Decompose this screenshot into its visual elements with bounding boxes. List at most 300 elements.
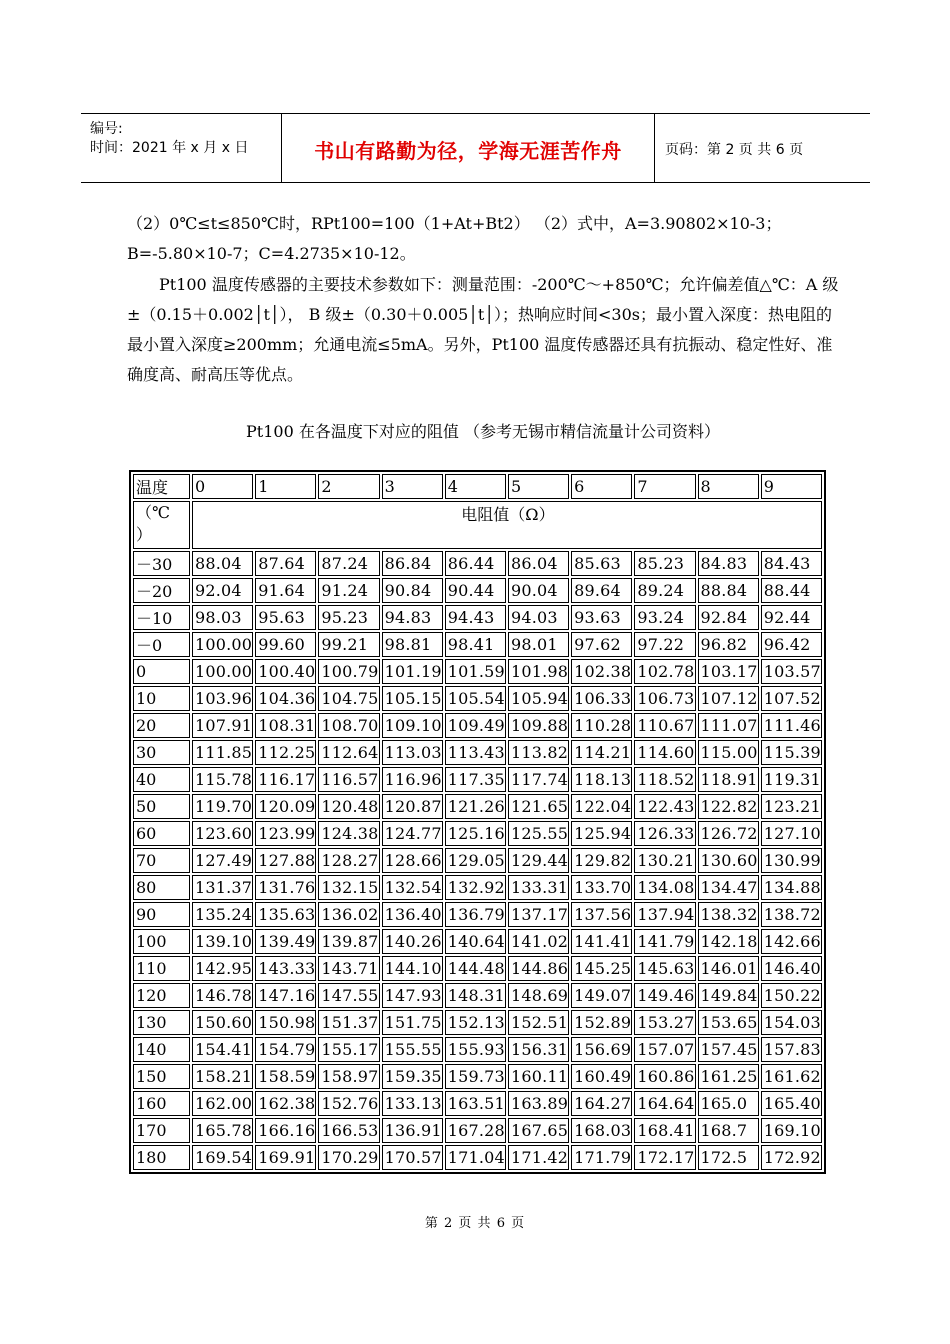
resistance-cell: 165.40 (761, 1091, 822, 1116)
resistance-cell: 97.62 (571, 632, 632, 657)
table-row (133, 1118, 822, 1143)
resistance-cell: 132.54 (382, 875, 443, 900)
resistance-cell: 146.01 (698, 956, 759, 981)
resistance-cell: 162.00 (192, 1091, 253, 1116)
resistance-cell: 108.70 (318, 713, 379, 738)
resistance-cell: 164.27 (571, 1091, 632, 1116)
resistance-cell: 137.56 (571, 902, 632, 927)
resistance-cell: 141.79 (634, 929, 695, 954)
temperature-unit (133, 501, 190, 549)
table-row (133, 767, 822, 792)
resistance-cell: 92.04 (192, 578, 253, 603)
table-row (133, 983, 822, 1008)
resistance-cell: 98.01 (508, 632, 569, 657)
resistance-cell: 163.51 (445, 1091, 506, 1116)
resistance-cell: 118.91 (698, 767, 759, 792)
resistance-cell: 109.10 (382, 713, 443, 738)
resistance-cell: 113.82 (508, 740, 569, 765)
resistance-cell: 171.79 (571, 1145, 632, 1170)
resistance-cell: 149.07 (571, 983, 632, 1008)
resistance-cell: 138.72 (761, 902, 822, 927)
temperature-cell: 90 (133, 902, 190, 927)
resistance-cell: 110.67 (634, 713, 695, 738)
column-header: 0 (192, 474, 253, 499)
resistance-cell: 160.11 (508, 1064, 569, 1089)
resistance-cell: 154.03 (761, 1010, 822, 1035)
resistance-cell: 112.64 (318, 740, 379, 765)
resistance-cell: 125.94 (571, 821, 632, 846)
resistance-cell: 118.52 (634, 767, 695, 792)
resistance-cell: 157.45 (698, 1037, 759, 1062)
resistance-cell: 148.69 (508, 983, 569, 1008)
resistance-cell: 111.07 (698, 713, 759, 738)
resistance-cell: 90.84 (382, 578, 443, 603)
resistance-cell: 113.43 (445, 740, 506, 765)
resistance-cell: 168.41 (634, 1118, 695, 1143)
resistance-cell: 146.40 (761, 956, 822, 981)
resistance-cell: 90.44 (445, 578, 506, 603)
resistance-cell: 121.26 (445, 794, 506, 819)
temperature-cell: 180 (133, 1145, 190, 1170)
specs-paragraph: Pt100 温度传感器的主要技术参数如下：测量范围：-200℃～+850℃；允许偏差值△℃：A 级±（0.15＋0.002│t│）， B 级±（0.30＋0.005│t│）；热响应时间<30s；最小置入深度：热电阻的最小置入深度≥200mm；允通电流≤5mA。另外，Pt100 温度传感器还具有抗振动、稳定性好、准确度高、耐高压等优点。 (127, 275, 839, 384)
resistance-cell: 109.88 (508, 713, 569, 738)
resistance-cell: 86.04 (508, 551, 569, 576)
resistance-cell: 172.17 (634, 1145, 695, 1170)
resistance-cell: 92.84 (698, 605, 759, 630)
resistance-cell: 134.47 (698, 875, 759, 900)
table-row (133, 1037, 822, 1062)
resistance-cell: 87.24 (318, 551, 379, 576)
resistance-cell: 100.00 (192, 632, 253, 657)
resistance-cell: 105.94 (508, 686, 569, 711)
column-header: 9 (761, 474, 822, 499)
resistance-cell: 104.75 (318, 686, 379, 711)
resistance-cell: 152.51 (508, 1010, 569, 1035)
resistance-cell: 94.03 (508, 605, 569, 630)
resistance-cell: 168.7 (698, 1118, 759, 1143)
resistance-cell: 156.69 (571, 1037, 632, 1062)
resistance-cell: 87.64 (255, 551, 316, 576)
resistance-cell: 170.57 (382, 1145, 443, 1170)
resistance-cell: 139.87 (318, 929, 379, 954)
table-row (133, 632, 822, 657)
resistance-cell: 139.10 (192, 929, 253, 954)
resistance-cell: 102.78 (634, 659, 695, 684)
resistance-cell: 122.43 (634, 794, 695, 819)
resistance-cell: 159.35 (382, 1064, 443, 1089)
resistance-cell: 107.52 (761, 686, 822, 711)
resistance-cell: 140.64 (445, 929, 506, 954)
resistance-cell: 162.38 (255, 1091, 316, 1116)
resistance-cell: 147.16 (255, 983, 316, 1008)
resistance-cell: 157.07 (634, 1037, 695, 1062)
resistance-cell: 107.91 (192, 713, 253, 738)
temperature-cell: 20 (133, 713, 190, 738)
resistance-cell: 120.09 (255, 794, 316, 819)
resistance-cell: 128.27 (318, 848, 379, 873)
resistance-cell: 117.74 (508, 767, 569, 792)
resistance-cell: 150.60 (192, 1010, 253, 1035)
temperature-cell: 100 (133, 929, 190, 954)
resistance-cell: 102.38 (571, 659, 632, 684)
resistance-cell: 86.84 (382, 551, 443, 576)
resistance-cell: 88.84 (698, 578, 759, 603)
temperature-cell: 120 (133, 983, 190, 1008)
resistance-cell: 167.28 (445, 1118, 506, 1143)
resistance-cell: 113.03 (382, 740, 443, 765)
resistance-cell: 99.21 (318, 632, 379, 657)
resistance-cell: 109.49 (445, 713, 506, 738)
column-header: 8 (698, 474, 759, 499)
table-row (133, 686, 822, 711)
resistance-cell: 85.63 (571, 551, 632, 576)
resistance-cell: 169.54 (192, 1145, 253, 1170)
resistance-cell: 154.41 (192, 1037, 253, 1062)
resistance-cell: 140.26 (382, 929, 443, 954)
resistance-cell: 150.22 (761, 983, 822, 1008)
header-motto: 书山有路勤为径，学海无涯苦作舟 (314, 139, 622, 163)
resistance-cell: 171.42 (508, 1145, 569, 1170)
resistance-cell: 129.44 (508, 848, 569, 873)
resistance-cell: 125.55 (508, 821, 569, 846)
resistance-cell: 121.65 (508, 794, 569, 819)
resistance-cell: 166.53 (318, 1118, 379, 1143)
resistance-cell: 134.88 (761, 875, 822, 900)
resistance-cell: 99.60 (255, 632, 316, 657)
table-row (133, 713, 822, 738)
temperature-cell: 110 (133, 956, 190, 981)
table-row (133, 1010, 822, 1035)
resistance-cell: 134.08 (634, 875, 695, 900)
table-row (133, 821, 822, 846)
resistance-cell: 165.78 (192, 1118, 253, 1143)
resistance-cell: 111.85 (192, 740, 253, 765)
resistance-cell: 155.55 (382, 1037, 443, 1062)
temperature-cell: －10 (133, 605, 190, 630)
resistance-cell: 120.48 (318, 794, 379, 819)
resistance-cell: 163.89 (508, 1091, 569, 1116)
resistance-cell: 141.02 (508, 929, 569, 954)
resistance-cell: 156.31 (508, 1037, 569, 1062)
resistance-cell: 98.03 (192, 605, 253, 630)
resistance-cell: 115.00 (698, 740, 759, 765)
resistance-cell: 88.44 (761, 578, 822, 603)
document-number-label: 编号: (90, 121, 123, 137)
column-header: 2 (318, 474, 379, 499)
resistance-cell: 129.05 (445, 848, 506, 873)
temperature-cell: －30 (133, 551, 190, 576)
resistance-cell: 137.94 (634, 902, 695, 927)
resistance-cell: 112.25 (255, 740, 316, 765)
resistance-cell: 136.91 (382, 1118, 443, 1143)
resistance-cell: 90.04 (508, 578, 569, 603)
resistance-cell: 96.42 (761, 632, 822, 657)
header-motto-cell (282, 114, 655, 182)
resistance-cell: 104.36 (255, 686, 316, 711)
resistance-cell: 133.31 (508, 875, 569, 900)
table-row (133, 902, 822, 927)
temperature-cell: 140 (133, 1037, 190, 1062)
resistance-cell: 115.78 (192, 767, 253, 792)
page-header (81, 113, 870, 183)
temperature-cell: －0 (133, 632, 190, 657)
resistance-cell: 135.24 (192, 902, 253, 927)
resistance-cell: 117.35 (445, 767, 506, 792)
resistance-cell: 91.64 (255, 578, 316, 603)
resistance-cell: 136.40 (382, 902, 443, 927)
resistance-cell: 172.92 (761, 1145, 822, 1170)
table-unit-row (133, 501, 822, 549)
temperature-cell: 160 (133, 1091, 190, 1116)
resistance-cell: 114.60 (634, 740, 695, 765)
resistance-cell: 123.60 (192, 821, 253, 846)
formula-paragraph: （2）0℃≤t≤850℃时，RPt100=100（1+At+Bt2） （2）式中，A=3.90802×10-3；B=-5.80×10-7；C=4.2735×10-12。 (127, 214, 782, 263)
resistance-cell: 101.19 (382, 659, 443, 684)
column-header: 3 (382, 474, 443, 499)
resistance-cell: 130.21 (634, 848, 695, 873)
resistance-cell: 128.66 (382, 848, 443, 873)
resistance-cell: 88.04 (192, 551, 253, 576)
temperature-cell: 60 (133, 821, 190, 846)
resistance-cell: 125.16 (445, 821, 506, 846)
resistance-cell: 115.39 (761, 740, 822, 765)
table-row (133, 848, 822, 873)
resistance-cell: 159.73 (445, 1064, 506, 1089)
resistance-cell: 127.88 (255, 848, 316, 873)
resistance-cell: 86.44 (445, 551, 506, 576)
resistance-cell: 155.93 (445, 1037, 506, 1062)
resistance-cell: 95.23 (318, 605, 379, 630)
table-row (133, 956, 822, 981)
resistance-cell: 152.13 (445, 1010, 506, 1035)
resistance-cell: 119.31 (761, 767, 822, 792)
temperature-cell: 40 (133, 767, 190, 792)
resistance-cell: 166.16 (255, 1118, 316, 1143)
resistance-cell: 103.17 (698, 659, 759, 684)
resistance-cell: 111.46 (761, 713, 822, 738)
table-row (133, 1064, 822, 1089)
resistance-cell: 123.21 (761, 794, 822, 819)
table-row (133, 605, 822, 630)
table-row (133, 1145, 822, 1170)
column-header: 7 (634, 474, 695, 499)
resistance-cell: 84.83 (698, 551, 759, 576)
resistance-cell: 118.13 (571, 767, 632, 792)
temperature-cell: 10 (133, 686, 190, 711)
resistance-cell: 143.33 (255, 956, 316, 981)
resistance-cell: 153.65 (698, 1010, 759, 1035)
resistance-cell: 137.17 (508, 902, 569, 927)
resistance-cell: 169.91 (255, 1145, 316, 1170)
resistance-cell: 145.63 (634, 956, 695, 981)
table-row (133, 659, 822, 684)
resistance-cell: 100.79 (318, 659, 379, 684)
resistance-cell: 147.93 (382, 983, 443, 1008)
resistance-cell: 105.15 (382, 686, 443, 711)
resistance-cell: 150.98 (255, 1010, 316, 1035)
resistance-cell: 169.10 (761, 1118, 822, 1143)
resistance-cell: 147.55 (318, 983, 379, 1008)
resistance-unit-label: 电阻值（Ω） (192, 501, 822, 549)
table-row (133, 875, 822, 900)
resistance-cell: 126.33 (634, 821, 695, 846)
resistance-cell: 148.31 (445, 983, 506, 1008)
temperature-header: 温度 (133, 474, 190, 499)
resistance-cell: 93.63 (571, 605, 632, 630)
resistance-cell: 103.96 (192, 686, 253, 711)
resistance-cell: 131.37 (192, 875, 253, 900)
temperature-cell: 150 (133, 1064, 190, 1089)
resistance-cell: 120.87 (382, 794, 443, 819)
temperature-cell: －20 (133, 578, 190, 603)
resistance-cell: 133.13 (382, 1091, 443, 1116)
resistance-cell: 136.79 (445, 902, 506, 927)
resistance-cell: 165.0 (698, 1091, 759, 1116)
table-header-row (133, 474, 822, 499)
resistance-cell: 98.41 (445, 632, 506, 657)
resistance-cell: 124.38 (318, 821, 379, 846)
resistance-cell: 144.86 (508, 956, 569, 981)
resistance-cell: 172.5 (698, 1145, 759, 1170)
resistance-cell: 94.83 (382, 605, 443, 630)
table-row (133, 1091, 822, 1116)
resistance-cell: 114.21 (571, 740, 632, 765)
resistance-cell: 149.84 (698, 983, 759, 1008)
temperature-cell: 70 (133, 848, 190, 873)
resistance-cell: 84.43 (761, 551, 822, 576)
resistance-cell: 91.24 (318, 578, 379, 603)
resistance-cell: 130.99 (761, 848, 822, 873)
resistance-cell: 153.27 (634, 1010, 695, 1035)
resistance-cell: 119.70 (192, 794, 253, 819)
resistance-cell: 132.92 (445, 875, 506, 900)
resistance-cell: 116.17 (255, 767, 316, 792)
resistance-cell: 144.10 (382, 956, 443, 981)
resistance-cell: 138.32 (698, 902, 759, 927)
resistance-cell: 110.28 (571, 713, 632, 738)
resistance-cell: 132.15 (318, 875, 379, 900)
resistance-cell: 108.31 (255, 713, 316, 738)
column-header: 1 (255, 474, 316, 499)
temperature-cell: 50 (133, 794, 190, 819)
resistance-cell: 136.02 (318, 902, 379, 927)
resistance-cell: 151.37 (318, 1010, 379, 1035)
resistance-cell: 129.82 (571, 848, 632, 873)
resistance-cell: 89.64 (571, 578, 632, 603)
resistance-cell: 152.76 (318, 1091, 379, 1116)
resistance-cell: 130.60 (698, 848, 759, 873)
temperature-cell: 170 (133, 1118, 190, 1143)
resistance-cell: 142.18 (698, 929, 759, 954)
resistance-cell: 123.99 (255, 821, 316, 846)
resistance-cell: 98.81 (382, 632, 443, 657)
resistance-cell: 139.49 (255, 929, 316, 954)
table-row (133, 551, 822, 576)
resistance-cell: 107.12 (698, 686, 759, 711)
temperature-cell: 130 (133, 1010, 190, 1035)
resistance-cell: 127.49 (192, 848, 253, 873)
resistance-cell: 97.22 (634, 632, 695, 657)
resistance-cell: 96.82 (698, 632, 759, 657)
resistance-cell: 167.65 (508, 1118, 569, 1143)
resistance-cell: 89.24 (634, 578, 695, 603)
resistance-cell: 146.78 (192, 983, 253, 1008)
resistance-cell: 116.57 (318, 767, 379, 792)
resistance-cell: 124.77 (382, 821, 443, 846)
header-page-info: 页码：第 2 页 共 6 页 (665, 142, 804, 158)
resistance-cell: 92.44 (761, 605, 822, 630)
resistance-cell: 158.97 (318, 1064, 379, 1089)
header-meta (81, 114, 282, 182)
resistance-cell: 93.24 (634, 605, 695, 630)
resistance-cell: 103.57 (761, 659, 822, 684)
resistance-cell: 155.17 (318, 1037, 379, 1062)
resistance-cell: 160.49 (571, 1064, 632, 1089)
resistance-cell: 144.48 (445, 956, 506, 981)
resistance-cell: 127.10 (761, 821, 822, 846)
resistance-cell: 141.41 (571, 929, 632, 954)
resistance-cell: 131.76 (255, 875, 316, 900)
resistance-cell: 158.59 (255, 1064, 316, 1089)
resistance-cell: 160.86 (634, 1064, 695, 1089)
table-caption: Pt100 在各温度下对应的阻值 （参考无锡市精信流量计公司资料） (246, 422, 720, 441)
resistance-cell: 133.70 (571, 875, 632, 900)
resistance-cell: 101.98 (508, 659, 569, 684)
resistance-cell: 106.33 (571, 686, 632, 711)
column-header: 5 (508, 474, 569, 499)
resistance-cell: 158.21 (192, 1064, 253, 1089)
resistance-cell: 100.00 (192, 659, 253, 684)
column-header: 6 (571, 474, 632, 499)
temperature-cell: 80 (133, 875, 190, 900)
resistance-cell: 126.72 (698, 821, 759, 846)
document-date: 时间：2021 年 x 月 x 日 (90, 140, 249, 156)
resistance-cell: 145.25 (571, 956, 632, 981)
resistance-cell: 151.75 (382, 1010, 443, 1035)
resistance-cell: 161.62 (761, 1064, 822, 1089)
resistance-cell: 95.63 (255, 605, 316, 630)
resistance-cell: 170.29 (318, 1145, 379, 1170)
resistance-cell: 161.25 (698, 1064, 759, 1089)
resistance-cell: 168.03 (571, 1118, 632, 1143)
resistance-cell: 135.63 (255, 902, 316, 927)
resistance-cell: 142.66 (761, 929, 822, 954)
resistance-cell: 152.89 (571, 1010, 632, 1035)
page-footer: 第 2 页 共 6 页 (424, 1216, 526, 1231)
resistance-cell: 164.64 (634, 1091, 695, 1116)
resistance-cell: 122.82 (698, 794, 759, 819)
resistance-cell: 100.40 (255, 659, 316, 684)
resistance-cell: 116.96 (382, 767, 443, 792)
column-header: 4 (445, 474, 506, 499)
resistance-cell: 142.95 (192, 956, 253, 981)
resistance-cell: 85.23 (634, 551, 695, 576)
header-page-cell (655, 114, 870, 182)
resistance-cell: 105.54 (445, 686, 506, 711)
resistance-cell: 154.79 (255, 1037, 316, 1062)
temperature-cell: 30 (133, 740, 190, 765)
resistance-cell: 94.43 (445, 605, 506, 630)
table-row (133, 740, 822, 765)
resistance-table (129, 470, 826, 1174)
temperature-cell: 0 (133, 659, 190, 684)
resistance-cell: 149.46 (634, 983, 695, 1008)
resistance-cell: 143.71 (318, 956, 379, 981)
resistance-cell: 101.59 (445, 659, 506, 684)
resistance-cell: 122.04 (571, 794, 632, 819)
resistance-cell: 171.04 (445, 1145, 506, 1170)
table-row (133, 794, 822, 819)
